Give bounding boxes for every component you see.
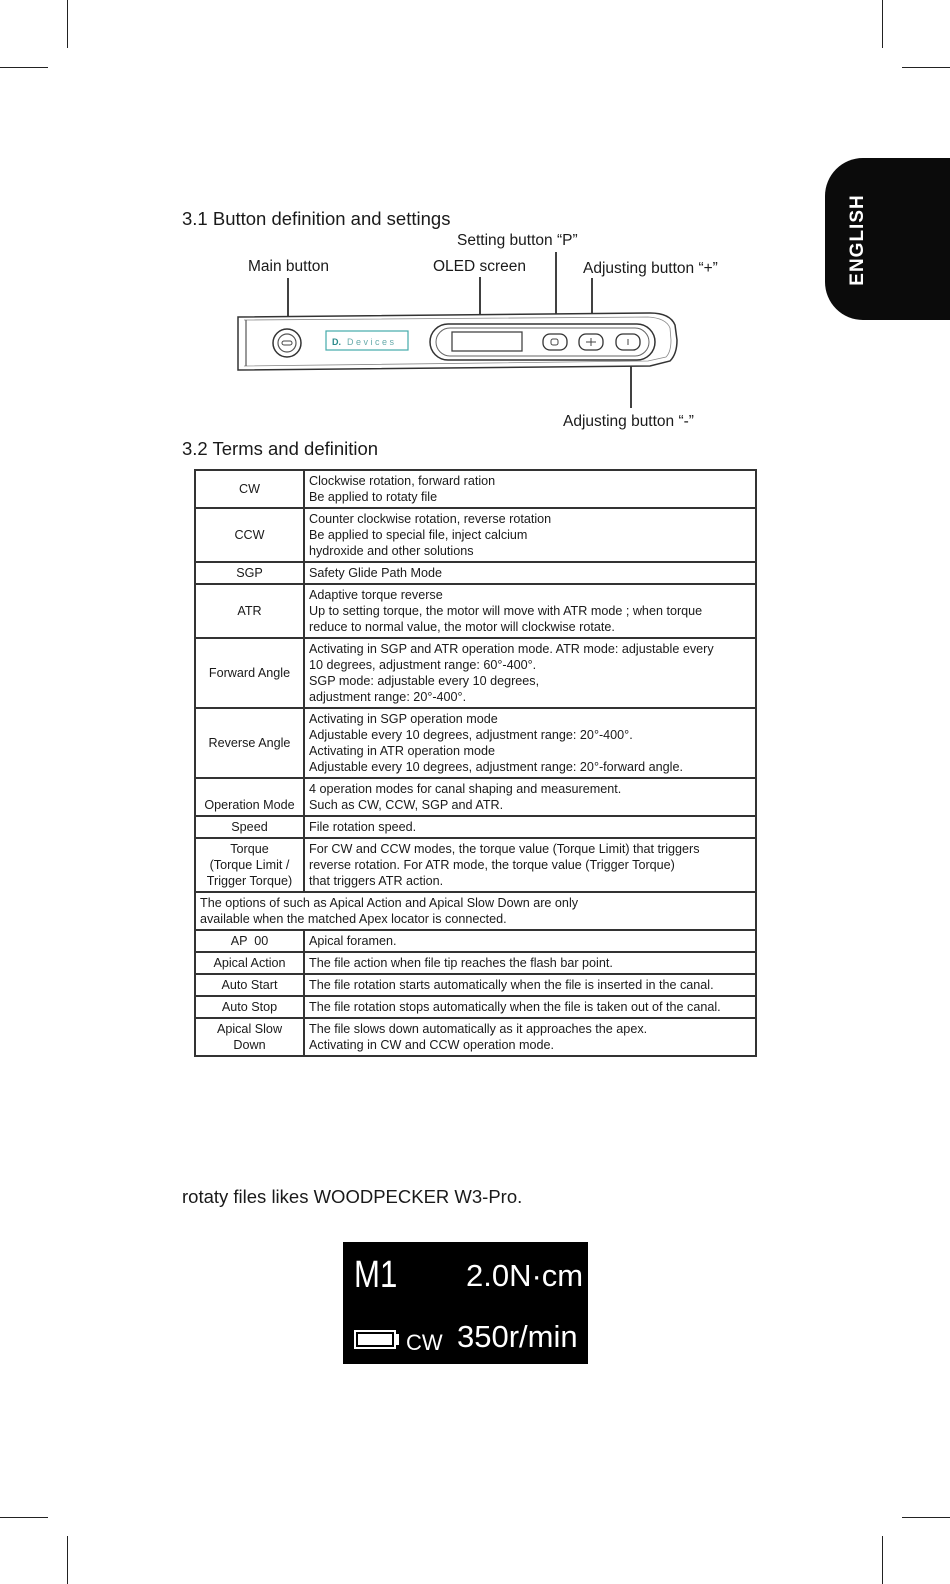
setting-button-icon <box>543 334 567 350</box>
desc-line: reduce to normal value, the motor will clockwise rotate. <box>309 620 615 634</box>
desc-line: For CW and CCW modes, the torque value (Torque Limit) that triggers <box>309 842 700 856</box>
table-row <box>195 584 756 638</box>
crop-mark <box>0 67 48 68</box>
desc-line: Be applied to special file, inject calcium <box>309 528 528 542</box>
desc-cell <box>304 816 756 838</box>
desc-cell <box>304 508 756 562</box>
table-row <box>195 508 756 562</box>
oled-direction: CW <box>406 1330 443 1355</box>
terms-table <box>194 469 757 1057</box>
battery-icon <box>354 1330 396 1349</box>
desc-cell <box>304 778 756 816</box>
term-cell: Reverse Angle <box>195 708 304 778</box>
table-row <box>195 562 756 584</box>
crop-mark <box>67 0 68 48</box>
desc-line: SGP mode: adjustable every 10 degrees, <box>309 674 540 688</box>
term-line: Apical Slow <box>216 1022 283 1036</box>
crop-mark <box>882 1536 883 1584</box>
table-row <box>195 778 756 816</box>
term-line: Down <box>233 1038 266 1052</box>
desc-cell <box>304 974 756 996</box>
device-logo-word: Devices <box>347 337 397 347</box>
body-text: rotaty files likes WOODPECKER W3-Pro. <box>182 1186 523 1207</box>
desc-cell <box>304 584 756 638</box>
term-line: Trigger Torque) <box>206 874 293 888</box>
term-line: (Torque Limit / <box>209 858 290 872</box>
term-cell <box>195 838 304 892</box>
desc-line: The file rotation starts automatically when the file is inserted in the canal. <box>309 978 714 992</box>
callout-adjust-plus: Adjusting button “+” <box>583 260 718 277</box>
term-cell: Apical Action <box>195 952 304 974</box>
crop-mark <box>0 1517 48 1518</box>
term-cell: AP 00 <box>195 930 304 952</box>
desc-line: Apical foramen. <box>309 934 397 948</box>
desc-cell <box>304 562 756 584</box>
desc-cell <box>304 996 756 1018</box>
desc-line: reverse rotation. For ATR mode, the torque value (Trigger Torque) <box>309 858 675 872</box>
desc-cell <box>304 1018 756 1056</box>
table-row <box>195 838 756 892</box>
term-cell: CW <box>195 470 304 508</box>
desc-line: Adjustable every 10 degrees, adjustment range: 20°-400°. <box>309 728 633 742</box>
language-tab-label: ENGLISH <box>847 194 868 286</box>
term-cell: Auto Stop <box>195 996 304 1018</box>
desc-line: File rotation speed. <box>309 820 417 834</box>
desc-line: adjustment range: 20°-400°. <box>309 690 467 704</box>
oled-mode: M1 <box>354 1254 398 1296</box>
desc-line: Counter clockwise rotation, reverse rotation <box>309 512 552 526</box>
language-tab <box>825 158 950 320</box>
table-row <box>195 816 756 838</box>
term-cell: Operation Mode <box>195 778 304 816</box>
table-row <box>195 638 756 708</box>
term-cell: Forward Angle <box>195 638 304 708</box>
crop-mark <box>882 0 883 48</box>
battery-tip <box>396 1334 399 1345</box>
table-row-note <box>195 892 756 930</box>
desc-line: Up to setting torque, the motor will move with ATR mode ; when torque <box>309 604 703 618</box>
oled-screen-window <box>452 332 522 351</box>
callout-oled-screen: OLED screen <box>433 258 527 275</box>
desc-line: Safety Glide Path Mode <box>309 566 443 580</box>
oled-speed: 350r/min <box>457 1319 578 1354</box>
note-line: The options of such as Apical Action and Apical Slow Down are only <box>200 896 579 910</box>
desc-line: Activating in CW and CCW operation mode. <box>309 1038 554 1052</box>
desc-cell <box>304 952 756 974</box>
battery-fill <box>358 1334 392 1345</box>
callout-adjust-minus: Adjusting button “-” <box>563 413 694 430</box>
desc-line: Activating in SGP operation mode <box>309 712 498 726</box>
term-cell: ATR <box>195 584 304 638</box>
note-line: available when the matched Apex locator is connected. <box>200 912 507 926</box>
table-row <box>195 974 756 996</box>
table-row <box>195 1018 756 1056</box>
term-cell: Auto Start <box>195 974 304 996</box>
oled-display <box>343 1242 588 1364</box>
desc-line: 10 degrees, adjustment range: 60°-400°. <box>309 658 537 672</box>
term-cell <box>195 1018 304 1056</box>
term-cell: SGP <box>195 562 304 584</box>
desc-cell <box>304 470 756 508</box>
crop-mark <box>67 1536 68 1584</box>
table-row <box>195 470 756 508</box>
section-heading-terms: 3.2 Terms and definition <box>182 438 379 459</box>
desc-line: hydroxide and other solutions <box>309 544 474 558</box>
desc-cell <box>304 930 756 952</box>
desc-line: Be applied to rotaty file <box>309 490 438 504</box>
section-heading-button-definition: 3.1 Button definition and settings <box>182 208 451 229</box>
desc-line: Activating in ATR operation mode <box>309 744 495 758</box>
term-cell: Speed <box>195 816 304 838</box>
desc-line: Adjustable every 10 degrees, adjustment range: 20°-forward angle. <box>309 760 683 774</box>
callout-main-button: Main button <box>248 258 329 275</box>
callout-setting-button: Setting button “P” <box>457 232 578 249</box>
desc-line: that triggers ATR action. <box>309 874 444 888</box>
desc-cell <box>304 708 756 778</box>
desc-cell <box>304 638 756 708</box>
device-illustration <box>230 240 690 415</box>
desc-line: Such as CW, CCW, SGP and ATR. <box>309 798 504 812</box>
crop-mark <box>902 67 950 68</box>
table-row <box>195 996 756 1018</box>
term-cell: CCW <box>195 508 304 562</box>
desc-line: The file action when file tip reaches the flash bar point. <box>309 956 613 970</box>
crop-mark <box>902 1517 950 1518</box>
desc-cell <box>304 838 756 892</box>
table-row <box>195 930 756 952</box>
table-row <box>195 708 756 778</box>
table-row <box>195 952 756 974</box>
desc-line: Activating in SGP and ATR operation mode. ATR mode: adjustable every <box>309 642 714 656</box>
apex-note-cell <box>195 892 756 930</box>
oled-torque: 2.0N·cm <box>466 1258 584 1293</box>
desc-line: Adaptive torque reverse <box>309 588 443 602</box>
desc-line: Clockwise rotation, forward ration <box>309 474 496 488</box>
desc-line: The file rotation stops automatically when the file is taken out of the canal. <box>309 1000 721 1014</box>
device-logo-mark: D. <box>332 337 341 347</box>
term-line: Torque <box>230 842 269 856</box>
desc-line: The file slows down automatically as it approaches the apex. <box>309 1022 648 1036</box>
desc-line: 4 operation modes for canal shaping and measurement. <box>309 782 622 796</box>
